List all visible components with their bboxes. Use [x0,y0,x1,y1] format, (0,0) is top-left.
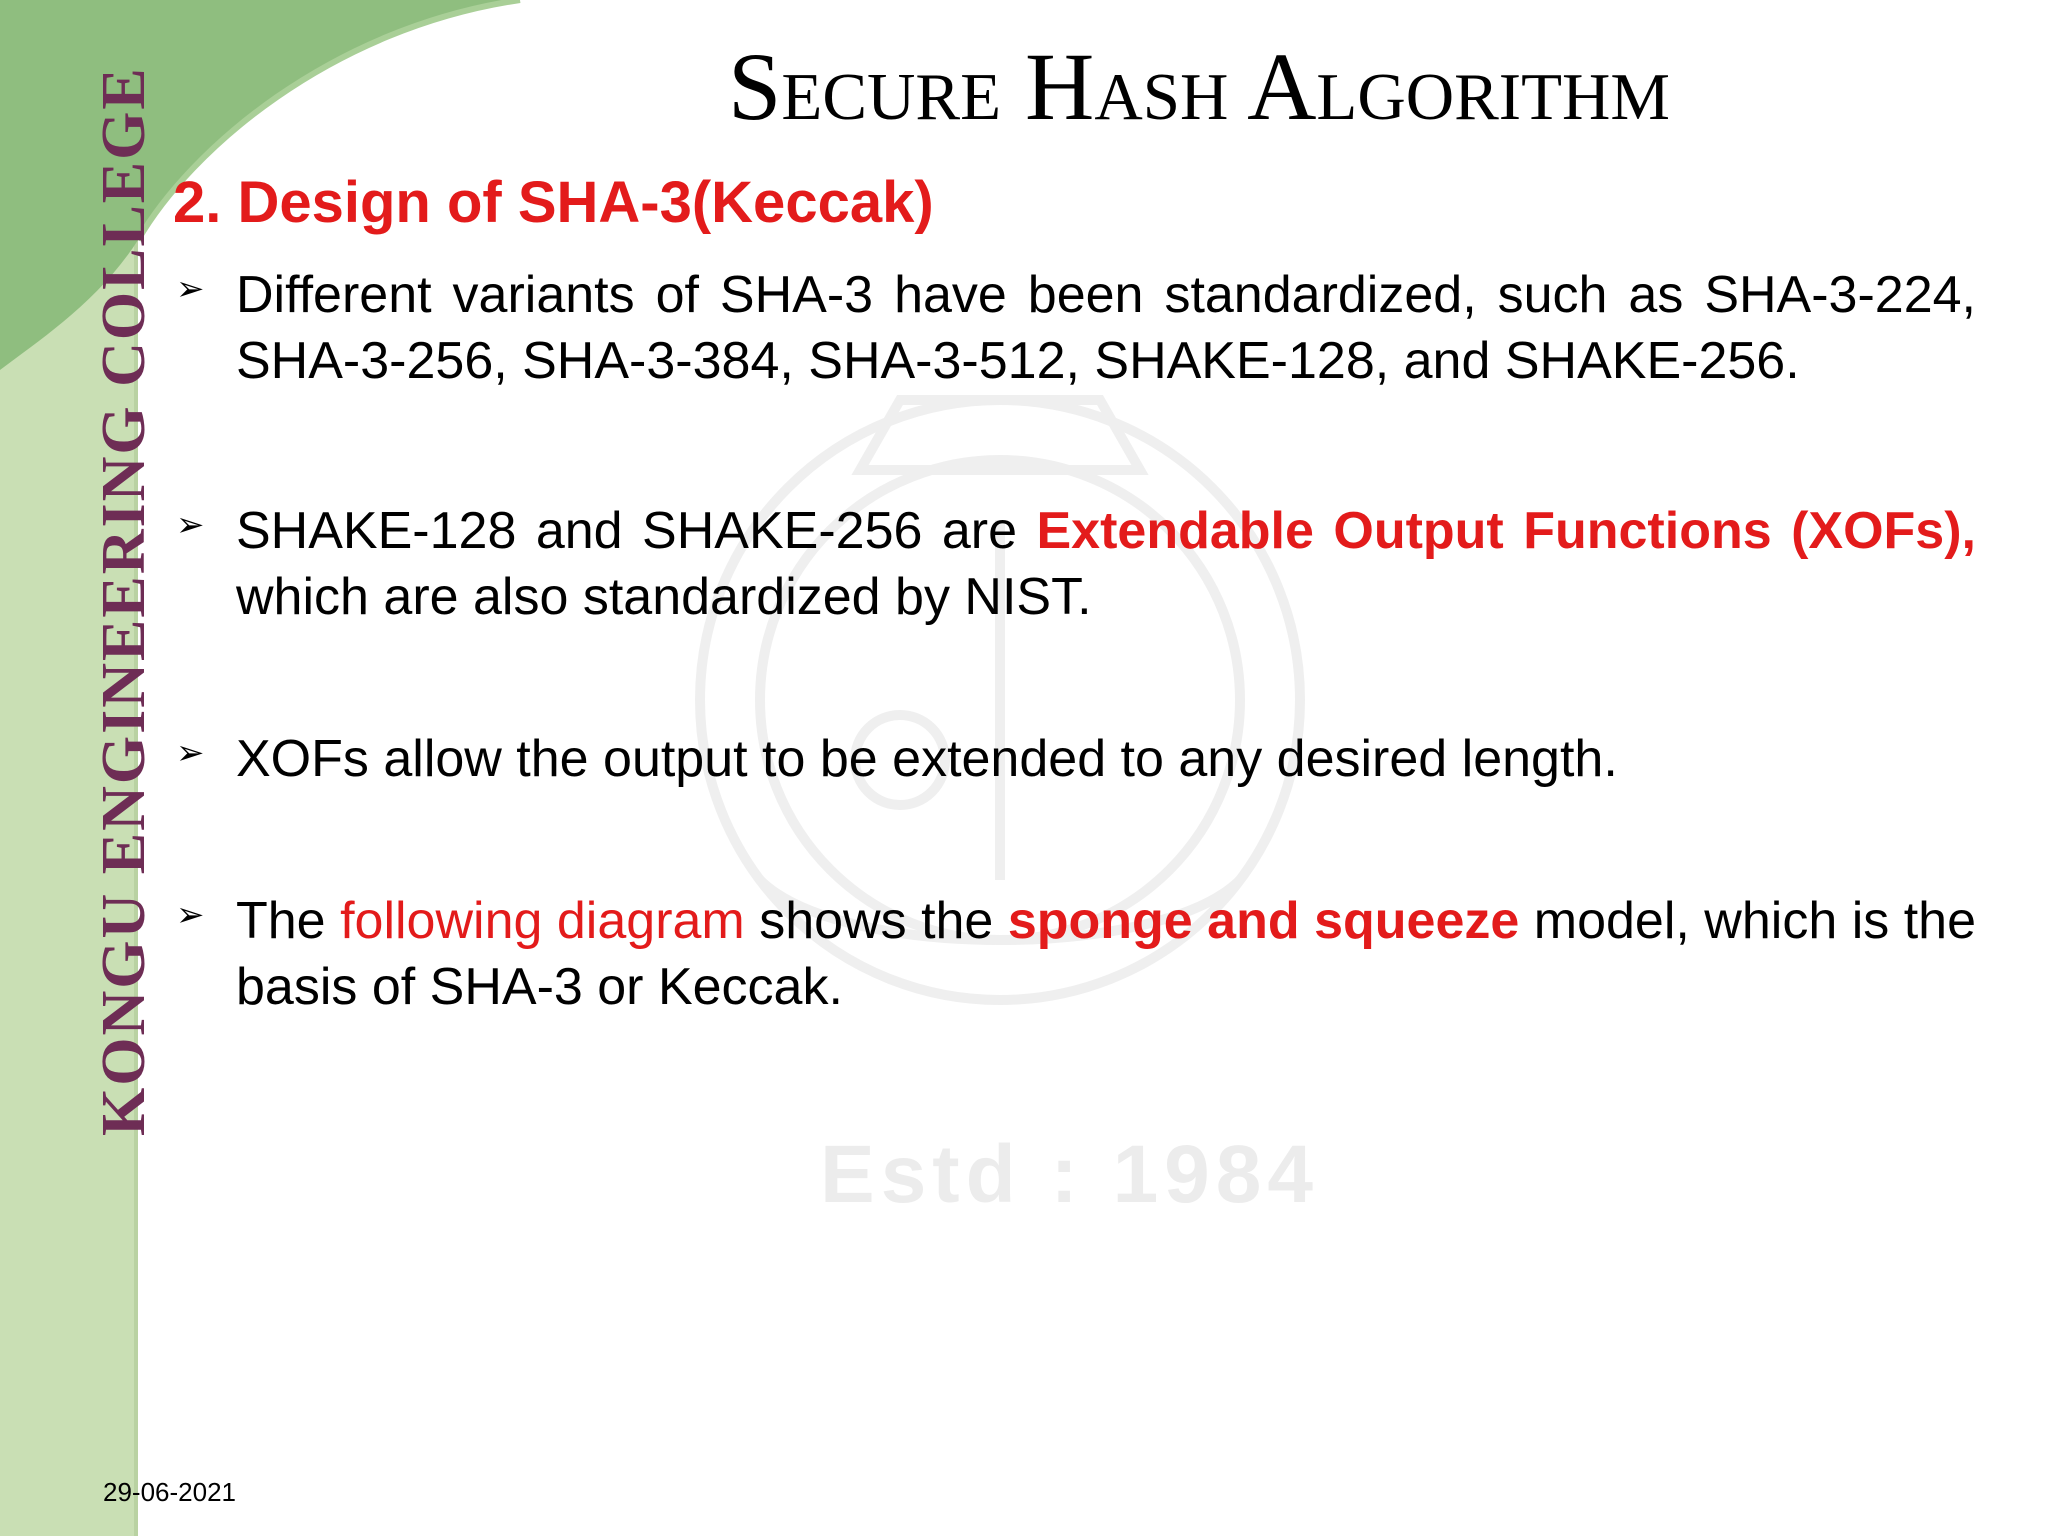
highlight-sponge-squeeze: sponge and squeeze [1007,892,1520,950]
bullet-text: The following diagram shows the sponge and squeeze model, which is the basis of SHA-3 or Keccak. [236,892,1976,1016]
bullet-text: XOFs allow the output to be extended to any desired length. [236,730,1618,788]
bullet-item [176,726,1976,792]
watermark-estd-text: Estd : 1984 [820,1129,1319,1220]
highlight-following-diagram: following diagram [340,892,745,950]
college-name-vertical: KONGU ENGINEERING COLLEGE [90,66,158,1136]
slide-title: Secure Hash Algorithm [728,33,1670,140]
slide-date: 29-06-2021 [103,1477,236,1507]
slide-subtitle: 2. Design of SHA-3(Keccak) [173,170,934,235]
bullet-item [176,262,1976,394]
arrowhead-bullet-icon: ➢ [176,270,205,308]
bullet-list [176,262,1976,1020]
bullet-item [176,498,1976,630]
bullet-item [176,888,1976,1020]
bullet-text: SHAKE-128 and SHAKE-256 are Extendable Output Functions (XOFs), which are also standardized by NIST. [236,502,1976,626]
bullet-text: Different variants of SHA-3 have been standardized, such as SHA-3-224, SHA-3-256, SHA-3-384, SHA-3-512, SHAKE-128, and SHAKE-256. [236,266,1976,390]
arrowhead-bullet-icon: ➢ [176,896,205,934]
arrowhead-bullet-icon: ➢ [176,506,205,544]
arrowhead-bullet-icon: ➢ [176,734,205,772]
highlight-xofs: Extendable Output Functions (XOFs), [1036,502,1976,560]
